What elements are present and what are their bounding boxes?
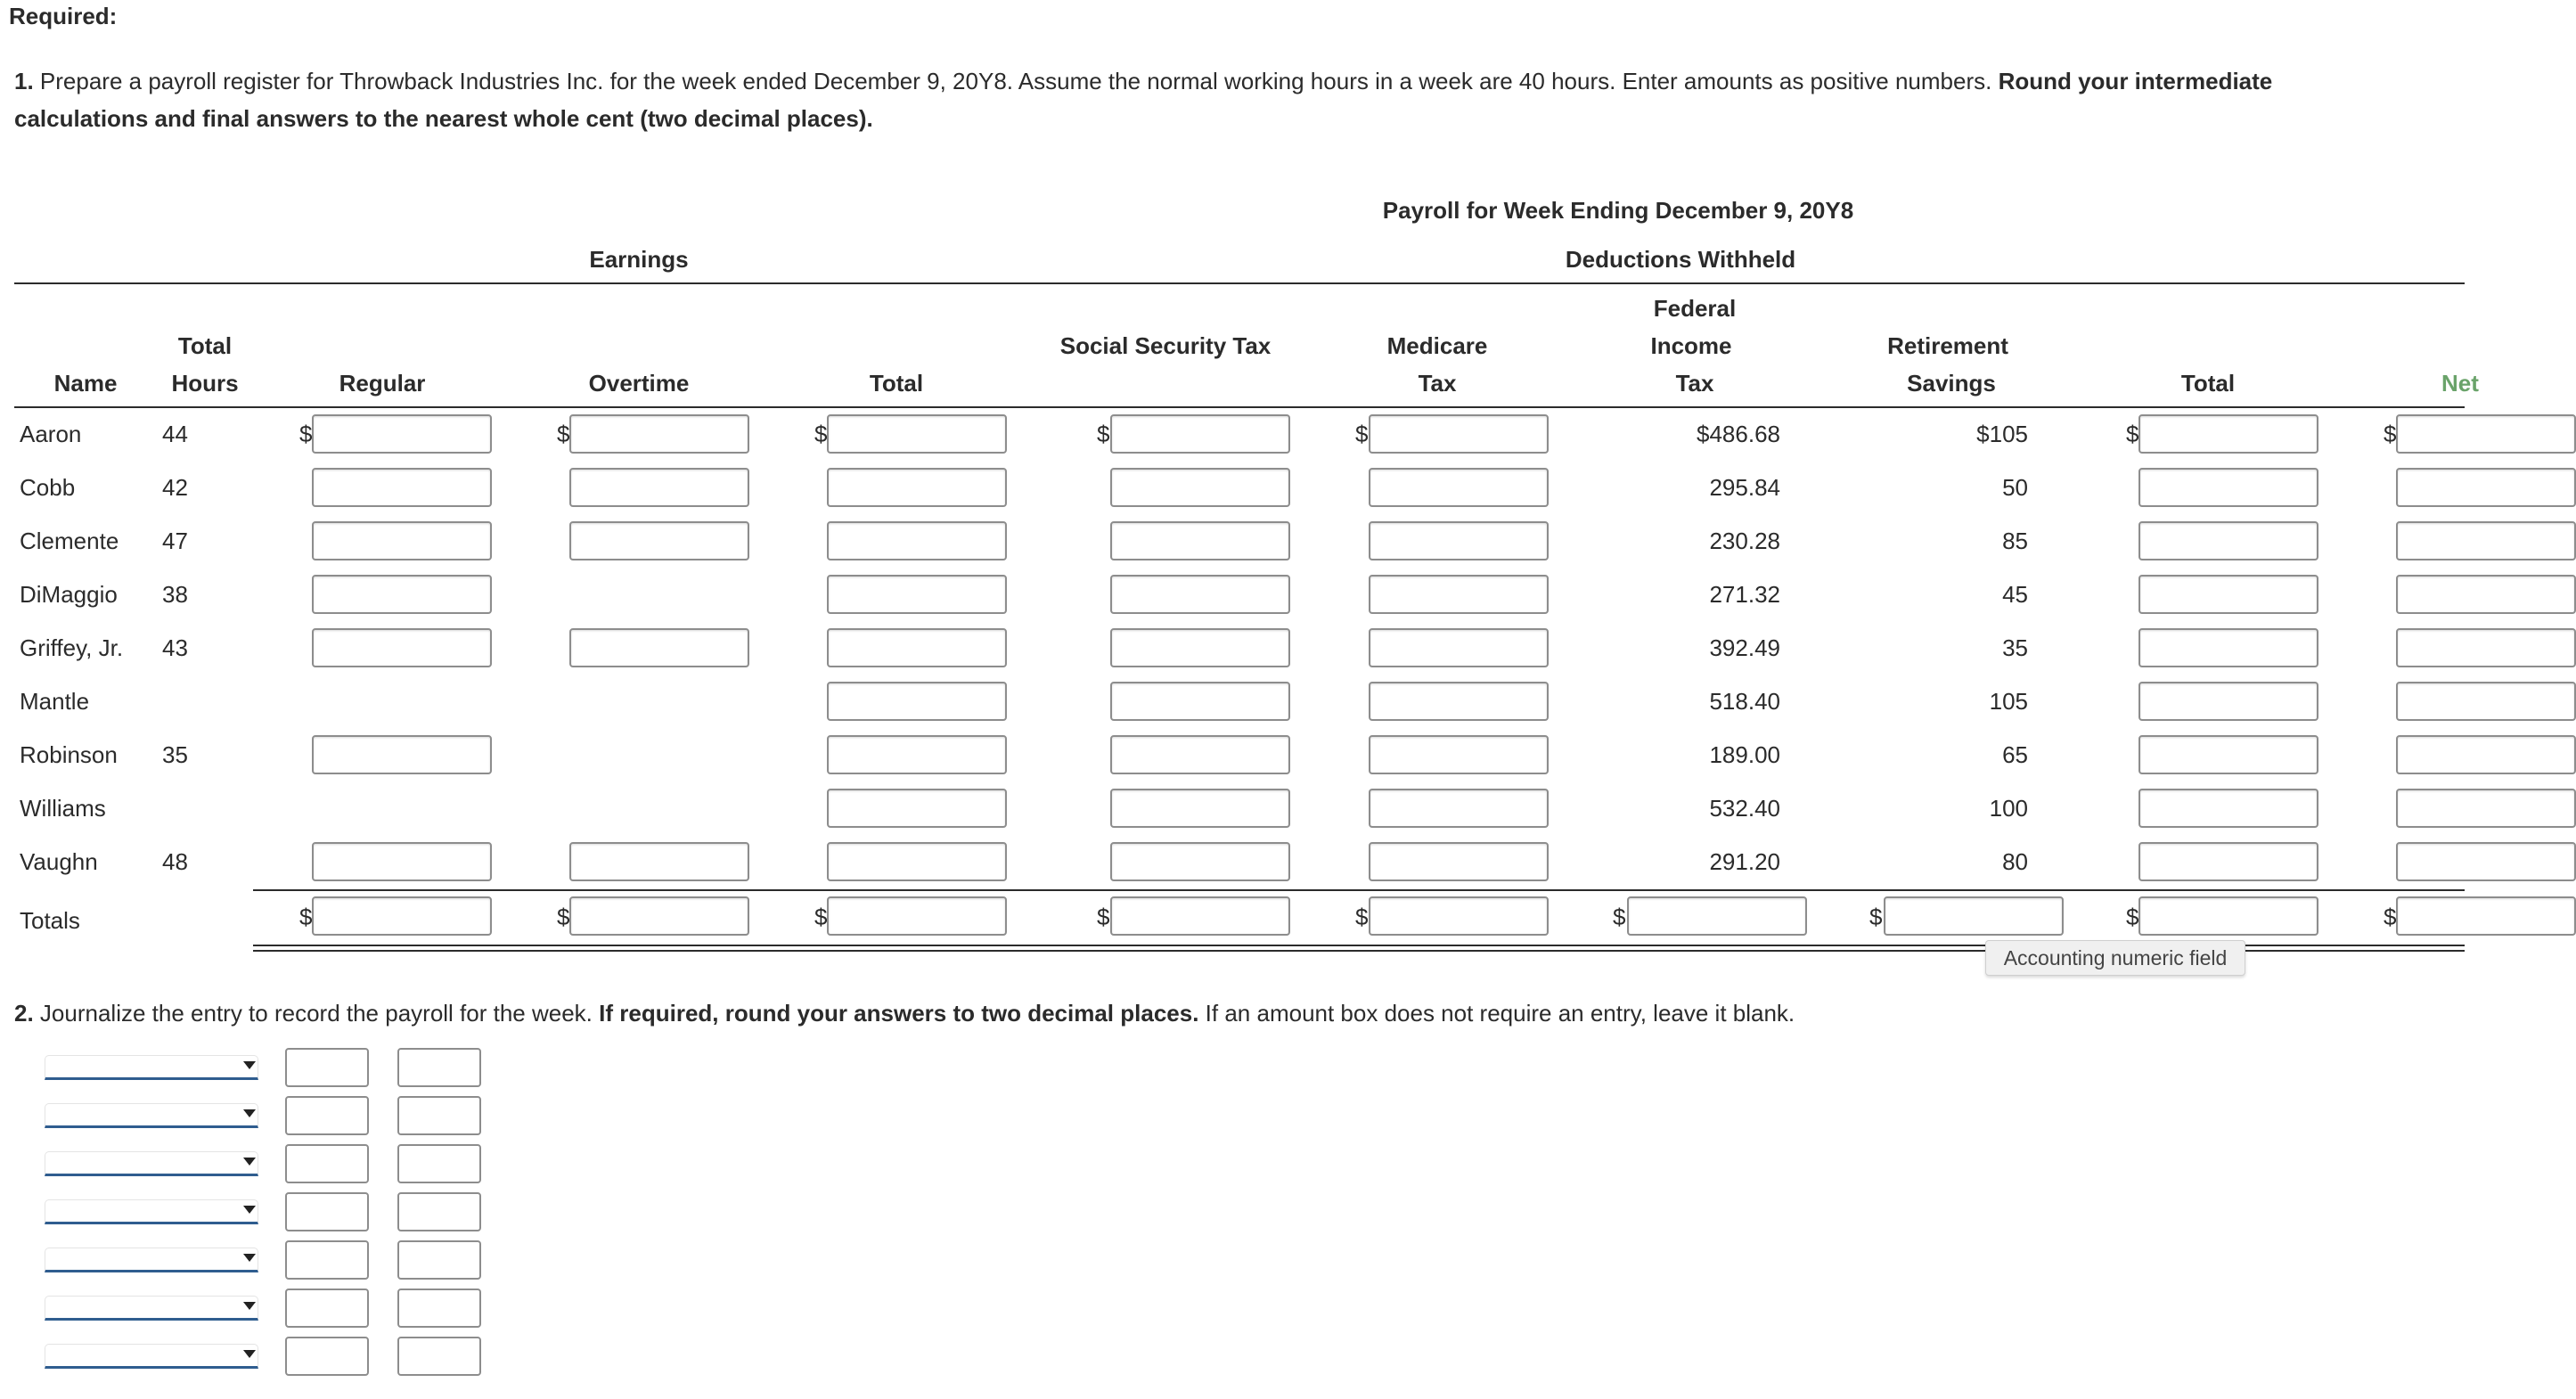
total-hours: 35 xyxy=(162,741,188,768)
retirement-savings-value: 65 xyxy=(2002,741,2028,768)
total-hours: 47 xyxy=(162,528,188,554)
social-security-tax-input[interactable] xyxy=(1110,468,1290,507)
credit-input[interactable] xyxy=(397,1144,481,1183)
employee-name: Aaron xyxy=(20,421,82,447)
chevron-down-icon xyxy=(243,1350,256,1358)
question-1-number: 1. xyxy=(14,68,34,94)
federal-income-tax-value: 291.20 xyxy=(1709,848,1780,875)
totals-label: Totals xyxy=(20,907,80,934)
credit-input[interactable] xyxy=(397,1289,481,1328)
retirement-savings-value: 80 xyxy=(2002,848,2028,875)
account-select[interactable] xyxy=(45,1344,258,1369)
employee-name: Clemente xyxy=(20,528,119,554)
deductions-header: Deductions Withheld xyxy=(1565,246,1796,273)
total-earnings-input[interactable] xyxy=(827,842,1007,881)
total-deductions-input[interactable] xyxy=(2138,789,2318,828)
totals-regular-input[interactable] xyxy=(312,896,492,936)
debit-input[interactable] xyxy=(285,1144,369,1183)
question-2-text-b: If an amount box does not require an entry, leave it blank. xyxy=(1205,1000,1795,1027)
net-pay-input[interactable] xyxy=(2396,789,2576,828)
total-deductions-input[interactable] xyxy=(2138,521,2318,560)
total-hours: 48 xyxy=(162,848,188,875)
federal-income-tax-value: 392.49 xyxy=(1709,634,1780,661)
retirement-savings-value: 105 xyxy=(1989,688,2028,715)
header-ret-2: Savings xyxy=(1907,370,1996,397)
regular-earnings-input[interactable] xyxy=(312,468,492,507)
federal-income-tax-value: 230.28 xyxy=(1709,528,1780,554)
currency-symbol: $ xyxy=(814,904,828,930)
currency-symbol: $ xyxy=(2126,421,2139,447)
net-pay-input[interactable] xyxy=(2396,842,2576,881)
currency-symbol: $ xyxy=(1613,904,1626,930)
retirement-savings-value: 100 xyxy=(1989,795,2028,822)
credit-input[interactable] xyxy=(397,1096,481,1135)
question-2-number: 2. xyxy=(14,1000,34,1027)
retirement-savings-value: 35 xyxy=(2002,634,2028,661)
table-title: Payroll for Week Ending December 9, 20Y8 xyxy=(1382,197,1854,224)
regular-earnings-input[interactable] xyxy=(312,575,492,614)
account-select[interactable] xyxy=(45,1296,258,1321)
header-fit-3: Tax xyxy=(1675,370,1714,397)
medicare-tax-input[interactable] xyxy=(1369,842,1549,881)
total-earnings-input[interactable] xyxy=(827,789,1007,828)
totals-net-pay-input[interactable] xyxy=(2396,896,2576,936)
net-pay-input[interactable] xyxy=(2396,468,2576,507)
currency-symbol: $ xyxy=(299,421,313,447)
federal-income-tax-value: 518.40 xyxy=(1709,688,1780,715)
federal-income-tax-value: 532.40 xyxy=(1709,795,1780,822)
total-deductions-input[interactable] xyxy=(2138,468,2318,507)
total-earnings-input[interactable] xyxy=(827,414,1007,454)
question-2-text-a: Journalize the entry to record the payroll for the week. xyxy=(39,1000,593,1027)
social-security-tax-input[interactable] xyxy=(1110,414,1290,454)
account-select[interactable] xyxy=(45,1055,258,1080)
total-earnings-input[interactable] xyxy=(827,468,1007,507)
total-earnings-input[interactable] xyxy=(827,682,1007,721)
federal-income-tax-value: 189.00 xyxy=(1709,741,1780,768)
totals-federal-income-tax-input[interactable] xyxy=(1627,896,1807,936)
medicare-tax-input[interactable] xyxy=(1369,575,1549,614)
social-security-tax-input[interactable] xyxy=(1110,735,1290,774)
medicare-tax-input[interactable] xyxy=(1369,628,1549,667)
currency-symbol: $ xyxy=(1355,904,1369,930)
currency-symbol: $ xyxy=(557,904,570,930)
employee-name: Robinson xyxy=(20,741,118,768)
header-name: Name xyxy=(53,370,118,397)
chevron-down-icon xyxy=(243,1302,256,1310)
net-pay-input[interactable] xyxy=(2396,575,2576,614)
currency-symbol: $ xyxy=(1869,904,1883,930)
employee-name: Vaughn xyxy=(20,848,98,875)
social-security-tax-input[interactable] xyxy=(1110,789,1290,828)
totals-retirement-savings-input[interactable] xyxy=(1884,896,2064,936)
total-deductions-input[interactable] xyxy=(2138,735,2318,774)
employee-name: Griffey, Jr. xyxy=(20,634,124,661)
header-fit-1: Federal xyxy=(1653,295,1737,322)
federal-income-tax-value: 271.32 xyxy=(1709,581,1780,608)
total-deductions-input[interactable] xyxy=(2138,682,2318,721)
question-1-bold-b: calculations and final answers to the nearest whole cent (two decimal places). xyxy=(14,105,873,132)
totals-medicare-input[interactable] xyxy=(1369,896,1549,936)
regular-earnings-input[interactable] xyxy=(312,628,492,667)
credit-input[interactable] xyxy=(397,1337,481,1376)
required-label: Required: xyxy=(9,3,118,29)
header-top-rule xyxy=(14,282,2465,284)
credit-input[interactable] xyxy=(397,1240,481,1280)
total-earnings-input[interactable] xyxy=(827,735,1007,774)
credit-input[interactable] xyxy=(397,1192,481,1231)
header-ret-1: Retirement xyxy=(1887,332,2008,359)
total-earnings-input[interactable] xyxy=(827,628,1007,667)
header-total-hours-1: Total xyxy=(177,332,233,359)
medicare-tax-input[interactable] xyxy=(1369,682,1549,721)
question-1-bold-a: Round your intermediate xyxy=(1998,68,2273,94)
total-hours: 42 xyxy=(162,474,188,501)
currency-symbol: $ xyxy=(1097,421,1110,447)
chevron-down-icon xyxy=(243,1206,256,1214)
chevron-down-icon xyxy=(243,1254,256,1262)
net-pay-input[interactable] xyxy=(2396,682,2576,721)
social-security-tax-input[interactable] xyxy=(1110,628,1290,667)
question-1-line-1 xyxy=(14,68,2272,95)
header-earnings-total: Total xyxy=(869,370,924,397)
question-1-text: Prepare a payroll register for Throwback Industries Inc. for the week ended December 9, 20Y8. Assume the normal working hours in a week are 40 hours. Enter amounts as positive numbers. xyxy=(39,68,1992,94)
medicare-tax-input[interactable] xyxy=(1369,414,1549,454)
account-select[interactable] xyxy=(45,1151,258,1176)
total-earnings-input[interactable] xyxy=(827,575,1007,614)
account-select[interactable] xyxy=(45,1248,258,1272)
credit-input[interactable] xyxy=(397,1048,481,1087)
debit-input[interactable] xyxy=(285,1048,369,1087)
currency-symbol: $ xyxy=(2384,421,2397,447)
debit-input[interactable] xyxy=(285,1337,369,1376)
header-net: Net xyxy=(2441,370,2479,397)
employee-name: Williams xyxy=(20,795,106,822)
retirement-savings-value: 85 xyxy=(2002,528,2028,554)
currency-symbol: $ xyxy=(557,421,570,447)
medicare-tax-input[interactable] xyxy=(1369,735,1549,774)
header-bottom-rule xyxy=(14,406,2465,408)
social-security-tax-input[interactable] xyxy=(1110,682,1290,721)
federal-income-tax-value: $486.68 xyxy=(1697,421,1780,447)
total-hours: 43 xyxy=(162,634,188,661)
net-pay-input[interactable] xyxy=(2396,735,2576,774)
debit-input[interactable] xyxy=(285,1192,369,1231)
header-regular: Regular xyxy=(339,370,426,397)
social-security-tax-input[interactable] xyxy=(1110,575,1290,614)
currency-symbol: $ xyxy=(1355,421,1369,447)
total-deductions-input[interactable] xyxy=(2138,842,2318,881)
totals-overtime-input[interactable] xyxy=(569,896,749,936)
overtime-earnings-input[interactable] xyxy=(569,842,749,881)
question-2-line xyxy=(14,1000,1795,1027)
federal-income-tax-value: 295.84 xyxy=(1709,474,1780,501)
total-earnings-input[interactable] xyxy=(827,521,1007,560)
currency-symbol: $ xyxy=(2126,904,2139,930)
social-security-tax-input[interactable] xyxy=(1110,842,1290,881)
retirement-savings-value: $105 xyxy=(1976,421,2028,447)
regular-earnings-input[interactable] xyxy=(312,521,492,560)
chevron-down-icon xyxy=(243,1061,256,1069)
totals-deductions-total-input[interactable] xyxy=(2138,896,2318,936)
header-total-hours-2: Hours xyxy=(171,370,239,397)
social-security-tax-input[interactable] xyxy=(1110,521,1290,560)
account-select[interactable] xyxy=(45,1103,258,1128)
chevron-down-icon xyxy=(243,1158,256,1166)
account-select[interactable] xyxy=(45,1199,258,1224)
overtime-earnings-input[interactable] xyxy=(569,628,749,667)
header-fit-2: Income xyxy=(1650,332,1732,359)
header-medicare-2: Tax xyxy=(1418,370,1457,397)
question-2-bold: If required, round your answers to two decimal places. xyxy=(599,1000,1199,1027)
employee-name: Mantle xyxy=(20,688,90,715)
regular-earnings-input[interactable] xyxy=(312,842,492,881)
net-pay-input[interactable] xyxy=(2396,521,2576,560)
medicare-tax-input[interactable] xyxy=(1369,521,1549,560)
total-deductions-input[interactable] xyxy=(2138,575,2318,614)
employee-name: Cobb xyxy=(20,474,76,501)
regular-earnings-input[interactable] xyxy=(312,414,492,454)
total-hours: 38 xyxy=(162,581,188,608)
overtime-earnings-input[interactable] xyxy=(569,468,749,507)
total-deductions-input[interactable] xyxy=(2138,628,2318,667)
net-pay-input[interactable] xyxy=(2396,414,2576,454)
totals-social-security-input[interactable] xyxy=(1110,896,1290,936)
tooltip: Accounting numeric field xyxy=(1985,940,2245,976)
retirement-savings-value: 50 xyxy=(2002,474,2028,501)
header-ss-tax: Social Security Tax xyxy=(1059,332,1272,359)
earnings-header: Earnings xyxy=(589,246,689,273)
currency-symbol: $ xyxy=(2384,904,2397,930)
employee-name: DiMaggio xyxy=(20,581,118,608)
chevron-down-icon xyxy=(243,1109,256,1117)
medicare-tax-input[interactable] xyxy=(1369,789,1549,828)
total-deductions-input[interactable] xyxy=(2138,414,2318,454)
totals-top-rule xyxy=(253,889,2465,891)
header-deductions-total: Total xyxy=(2180,370,2236,397)
debit-input[interactable] xyxy=(285,1240,369,1280)
regular-earnings-input[interactable] xyxy=(312,735,492,774)
totals-earnings-total-input[interactable] xyxy=(827,896,1007,936)
overtime-earnings-input[interactable] xyxy=(569,521,749,560)
currency-symbol: $ xyxy=(1097,904,1110,930)
total-hours: 44 xyxy=(162,421,188,447)
overtime-earnings-input[interactable] xyxy=(569,414,749,454)
header-medicare-1: Medicare xyxy=(1386,332,1488,359)
medicare-tax-input[interactable] xyxy=(1369,468,1549,507)
currency-symbol: $ xyxy=(299,904,313,930)
debit-input[interactable] xyxy=(285,1096,369,1135)
net-pay-input[interactable] xyxy=(2396,628,2576,667)
debit-input[interactable] xyxy=(285,1289,369,1328)
currency-symbol: $ xyxy=(814,421,828,447)
retirement-savings-value: 45 xyxy=(2002,581,2028,608)
header-overtime: Overtime xyxy=(588,370,690,397)
